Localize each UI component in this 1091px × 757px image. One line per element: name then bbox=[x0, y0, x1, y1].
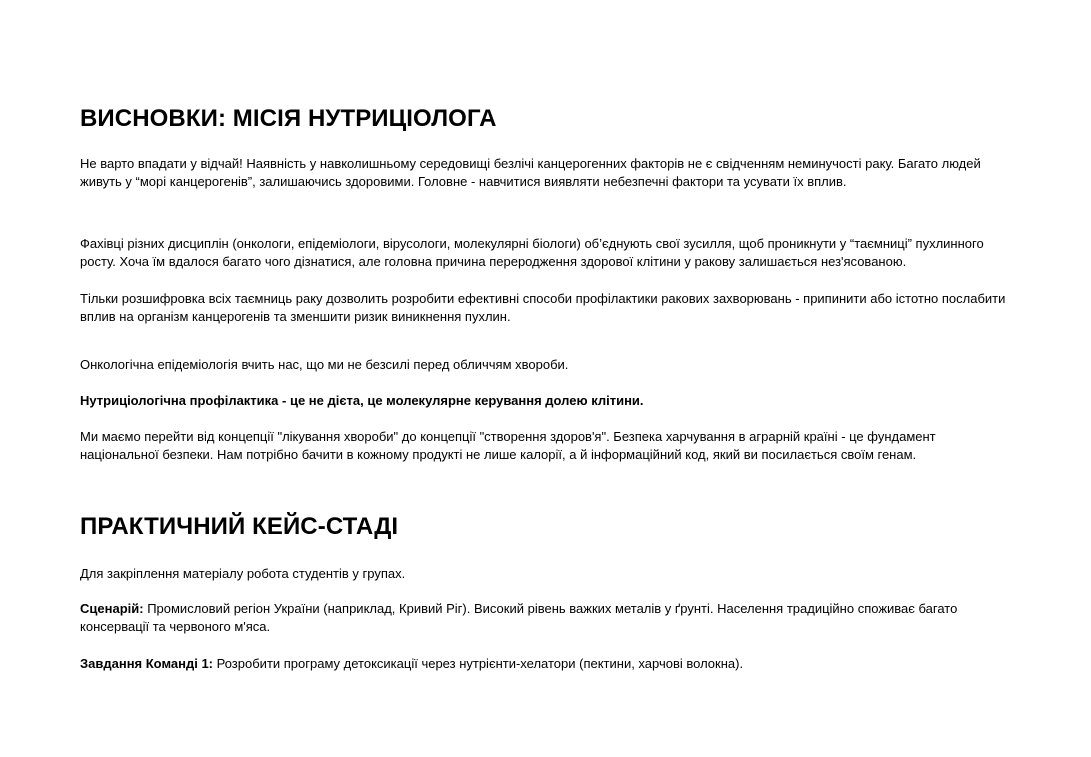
case-study-scenario bbox=[80, 600, 1015, 636]
paragraph-health-concept: Ми маємо перейти від концепції "лікування хвороби" до концепції "створення здоров'я". Безпека харчування в аграрній країні - це фундамент національної безпеки. Нам потрібно бачити в кожному продукті не лише калорії, а й інформаційний код, який ви посилається своїм генам. bbox=[80, 429, 936, 462]
paragraph-no-despair: Не варто впадати у відчай! Наявність у навколишньому середовищі безлічі канцерогенних факторів не є свідченням неминучості раку. Багато людей живуть у “морі канцерогенів”, залишаючись здоровими. Головне - навчитися виявляти небезпечні фактори та усувати їх вплив. bbox=[80, 156, 981, 189]
paragraph-nutrition-prevention: Нутриціологічна профілактика - це не дієта, це молекулярне керування долею клітини. bbox=[80, 393, 644, 408]
case-study-intro: Для закріплення матеріалу робота студентів у групах. bbox=[80, 566, 406, 581]
paragraph-deciphering: Тільки розшифровка всіх таємниць раку дозволить розробити ефективні способи профілактики ракових захворювань - припинити або істотно послабити вплив на організм канцерогенів та зменшити ризик виникнення пухлин. bbox=[80, 291, 1006, 324]
case-study-task-1 bbox=[80, 655, 1015, 673]
scenario-text: Промисловий регіон України (наприклад, Кривий Ріг). Високий рівень важких металів у ґрунті. Населення традиційно споживає багато консервації та червоного м'яса. bbox=[80, 601, 958, 634]
paragraph-epidemiology: Онкологічна епідеміологія вчить нас, що ми не безсилі перед обличчям хвороби. bbox=[80, 357, 569, 372]
scenario-label: Сценарій: bbox=[80, 601, 144, 616]
section-title-case-study: ПРАКТИЧНИЙ КЕЙС-СТАДІ bbox=[80, 513, 399, 540]
paragraph-specialists: Фахівці різних дисциплін (онкологи, епідеміологи, вірусологи, молекулярні біологи) об’єднують свої зусилля, щоб проникнути у “таємниці” пухлинного росту. Хоча їм вдалося багато чого дізнатися, але головна причина переродження здорової клітини у ракову залишається нез'ясованою. bbox=[80, 236, 984, 269]
section-title-conclusions: ВИСНОВКИ: МІСІЯ НУТРИЦІОЛОГА bbox=[80, 105, 497, 132]
task1-label: Завдання Команді 1: bbox=[80, 656, 214, 671]
task1-text: Розробити програму детоксикації через нутрієнти-хелатори (пектини, харчові волокна). bbox=[213, 656, 744, 671]
